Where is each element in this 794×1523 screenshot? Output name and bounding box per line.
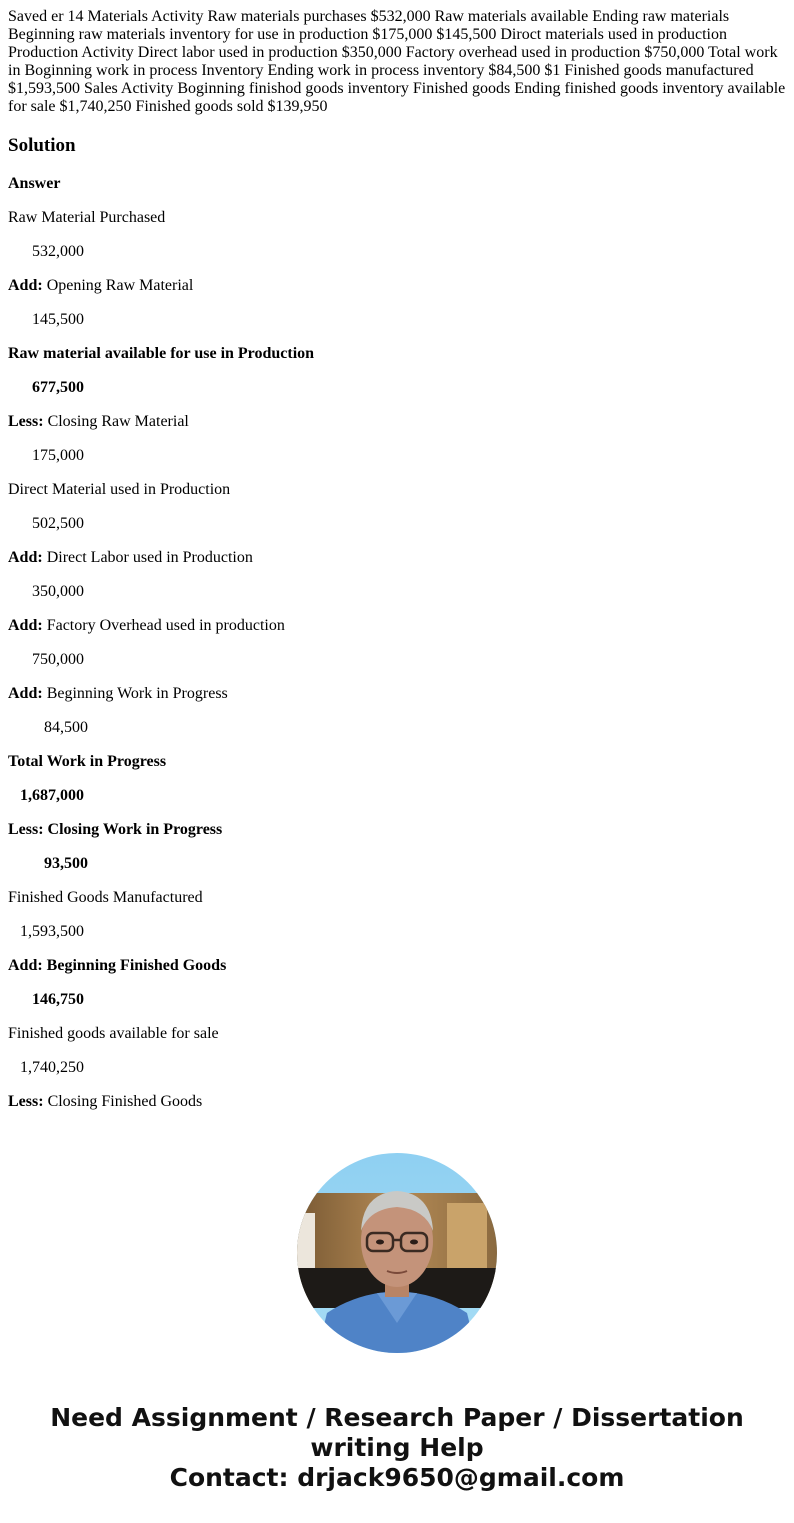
step-value: 145,500 [32,311,84,328]
step-label: Add: Beginning Finished Goods [8,957,227,974]
step-value: 93,500 [44,855,88,872]
step-label: Factory Overhead used in production [42,617,285,634]
promo-line: writing Help [310,1433,484,1462]
step-label: Direct Material used in Production [8,481,231,498]
step-label: Total Work in Progress [8,753,167,770]
step-line [8,549,788,583]
step-value: 175,000 [32,447,84,464]
step-value: 532,000 [32,243,84,260]
step-value: 1,687,000 [20,787,84,804]
add-prefix: Add: [8,277,43,294]
step-label: Raw Material Purchased [8,209,166,226]
person-portrait-icon [297,1153,497,1353]
step-label: Direct Labor used in Production [42,549,253,566]
step-value: 1,740,250 [20,1059,84,1076]
step-value: 677,500 [32,379,84,396]
step-line [8,277,788,311]
step-value: 146,750 [32,991,84,1008]
step-label: Finished goods available for sale [8,1025,219,1042]
promo-banner [0,1403,794,1493]
add-prefix: Add: [8,617,43,634]
step-label: Raw material available for use in Production [8,345,315,362]
step-label: Finished Goods Manufactured [8,889,203,906]
author-photo [297,1153,497,1353]
step-label: Beginning Work in Progress [42,685,228,702]
step-label: Closing Raw Material [43,413,189,430]
less-prefix: Less: [8,1093,44,1110]
contact-email: Contact: drjack9650@gmail.com [169,1463,625,1492]
step-label: Closing Finished Goods [43,1093,203,1110]
step-label: Less: Closing Work in Progress [8,821,223,838]
step-label: Opening Raw Material [42,277,194,294]
step-value: 350,000 [32,583,84,600]
step-line [8,685,788,719]
step-value: 750,000 [32,651,84,668]
step-value: 84,500 [44,719,88,736]
answer-label: Answer [8,175,61,192]
add-prefix: Add: [8,685,43,702]
step-line [8,617,788,651]
question-text: Saved er 14 Materials Activity Raw materials purchases $532,000 Raw materials available Ending raw materials Beginning raw materials inventory for use in production $175,000 $145,500 Diroct materials used in production Production Activity Direct labor used in production $350,000 Factory overhead used in production $750,000 Total work in Boginning work in process Inventory Ending work in process inventory $84,500 $1 Finished goods manufactured $1,593,500 Sales Activity Boginning finishod goods inventory Finished goods Ending finished goods inventory available for sale $1,740,250 Finished goods sold $139,950 [8,8,786,115]
add-prefix: Add: [8,549,43,566]
solution-heading: Solution [8,135,76,156]
step-value: 1,593,500 [20,923,84,940]
step-value: 502,500 [32,515,84,532]
promo-line: Need Assignment / Research Paper / Dissertation [50,1403,744,1432]
solution-steps [8,175,788,1127]
less-prefix: Less: [8,413,44,430]
step-line [8,1093,788,1127]
step-line [8,413,788,447]
